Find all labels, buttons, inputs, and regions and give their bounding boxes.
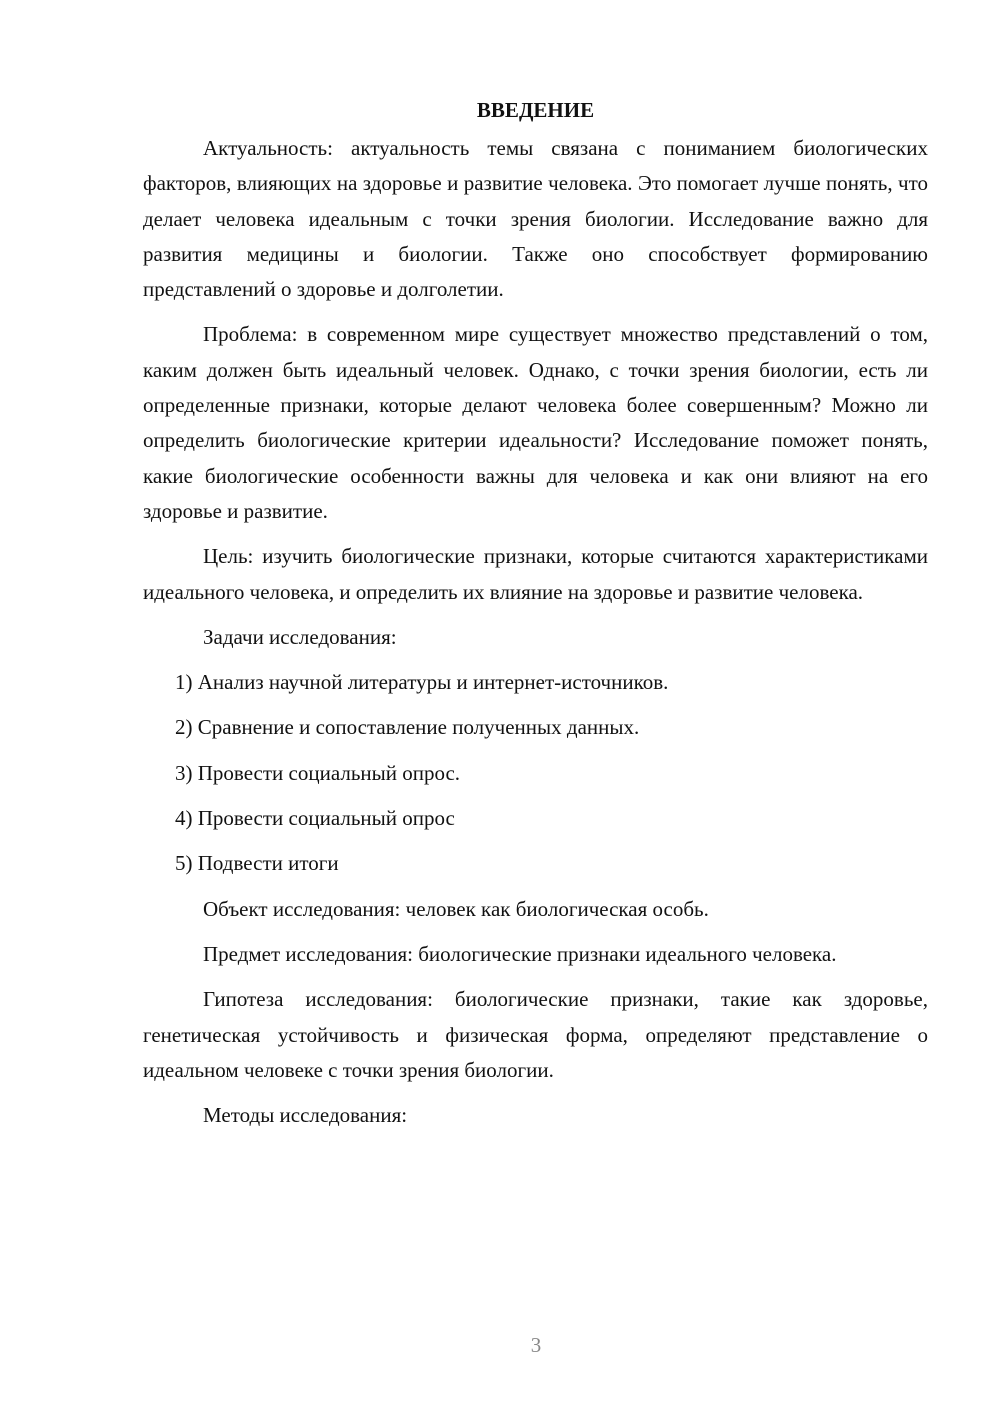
- list-item: 2) Сравнение и сопоставление полученных данных.: [175, 715, 640, 740]
- page-content: [143, 95, 928, 1143]
- list-item: 5) Подвести итоги: [175, 851, 339, 876]
- list-item: 3) Провести социальный опрос.: [175, 760, 461, 785]
- paragraph-problem: Проблема: в современном мире существует множество представлений о том, каким должен быть идеальный человек. Однако, с точки зрения биологии, есть ли определенные признаки, которые делают человека более совершенным? Можно ли определить биологические критерии идеальности? Исследование поможет понять, какие биологические особенности важны для человека и как они влияют на его здоровье и развитие.: [143, 322, 928, 523]
- tasks-list: [143, 665, 928, 881]
- paragraph-relevance: Актуальность: актуальность темы связана с пониманием биологических факторов, влияющих на здоровье и развитие человека. Это помогает лучше понять, что делает человека идеальным с точки зрения биологии. Исследование важно для развития медицины и биологии. Также оно способствует формированию представлений о здоровье и долголетии.: [143, 136, 928, 302]
- page-title: ВВЕДЕНИЕ: [476, 98, 595, 122]
- tasks-heading: Задачи исследования:: [203, 624, 397, 649]
- methods-heading: Методы исследования:: [203, 1103, 408, 1128]
- list-item: 4) Провести социальный опрос: [175, 806, 455, 831]
- paragraph-hypothesis: Гипотеза исследования: биологические признаки, такие как здоровье, генетическая устойчивость и физическая форма, определяют представление о идеальном человеке с точки зрения биологии.: [143, 987, 928, 1082]
- paragraph-object: Объект исследования: человек как биологическая особь.: [203, 896, 709, 921]
- list-item: 1) Анализ научной литературы и интернет-источников.: [175, 670, 669, 695]
- page-number: 3: [530, 1333, 542, 1357]
- paragraph-subject: Предмет исследования: биологические признаки идеального человека.: [203, 941, 837, 966]
- paragraph-goal: Цель: изучить биологические признаки, которые считаются характеристиками идеального человека, и определить их влияние на здоровье и развитие человека.: [143, 544, 928, 604]
